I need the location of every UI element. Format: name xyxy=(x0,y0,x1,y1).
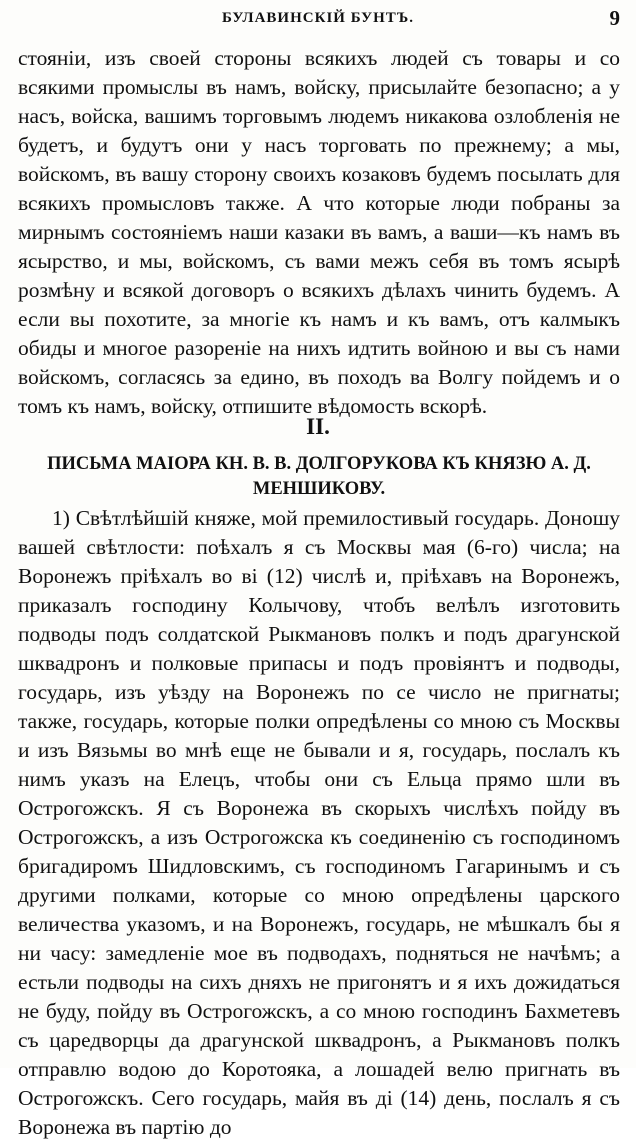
top-paragraph-block xyxy=(18,44,620,421)
section-heading: ПИСЬМА МАІОРА КН. В. В. ДОЛГОРУКОВА КЪ КНЯЗЮ А. Д. МЕНШИКОВУ. xyxy=(47,454,591,499)
letter-paragraph-block xyxy=(18,504,620,1142)
running-header xyxy=(0,6,636,32)
section-numeral: II. xyxy=(306,414,330,439)
letter-paragraph: 1) Свѣтлѣйшій княже, мой премилостивый государь. Доношу вашей свѣтлости: поѣхалъ я съ Москвы мая (6-го) числа; на Воронежъ пріѣхалъ во ві (12) числѣ и, пріѣхавъ на Воронежъ, приказалъ господину Колычову, чтобъ велѣлъ изготовить подводы подъ солдатской Рыкмановъ полкъ и подъ драгунской шквадронъ и полковые припасы и подъ провіянтъ и подводы, государь, изъ уѣзду на Воронежъ по се число не пригнаты; также, государь, которые полки опредѣлены со мною съ Москвы и изъ Вязьмы во мнѣ еще не бывали и я, государь, послалъ къ нимъ указъ на Елецъ, чтобы они съ Ельца прямо шли въ Острогожскъ. Я съ Воронежа въ скорыхъ числѣхъ пойду въ Острогожскъ, а изъ Острогожска къ соединенію съ господиномъ бригадиромъ Шидловскимъ, съ господиномъ Гагаринымъ и съ другими полками, которые со мною опредѣлены царского величества указомъ, и на Воронежъ, государь, не мѣшкалъ бы я ни часу: замедленіе мое въ подводахъ, подняться не начѣмъ; а естьли подводы на сихъ дняхъ не пригонятъ и я ихъ дожидаться не буду, пойду въ Острогожскъ, а со мною господинъ Бахметевъ съ царедворцы да драгунской шквадронъ, а Рыкмановъ полкъ отправлю водою до Коротояка, а лошадей велю пригнать въ Острогожскъ. Сего государь, майя въ ді (14) день, послалъ я съ Воронежа въ партію до xyxy=(18,506,620,1139)
top-paragraph: стояніи, изъ своей стороны всякихъ людей съ товары и со всякими промыслы въ намъ, войску, присылайте безопасно; а у насъ, войска, вашимъ торговымъ людемъ никакова озлобленія не будетъ, и будутъ они у насъ торговать по прежнему; а мы, войскомъ, въ вашу сторону своихъ козаковъ будемъ посылать для всякихъ промысловъ также. А что которые люди побраны за мирнымъ состояніемъ наши казаки въ вамъ, а ваши—къ намъ въ ясырство, и мы, войскомъ, съ вами межъ себя въ томъ ясырѣ розмѣну и всякой договоръ о всякихъ дѣлахъ чинить будемъ. А если вы похотите, за многіе къ намъ и къ вамъ, отъ калмыкъ обиды и многое разореніе на нихъ идтить войною и вы съ нами войскомъ, согласясь за едино, въ походъ ва Волгу пойдемъ и о томъ къ намъ, войску, отпишите вѣдомость вскорѣ. xyxy=(18,46,620,418)
running-title: БУЛАВИНСКІЙ БУНТЪ. xyxy=(221,10,415,26)
page-number: 9 xyxy=(609,6,620,30)
